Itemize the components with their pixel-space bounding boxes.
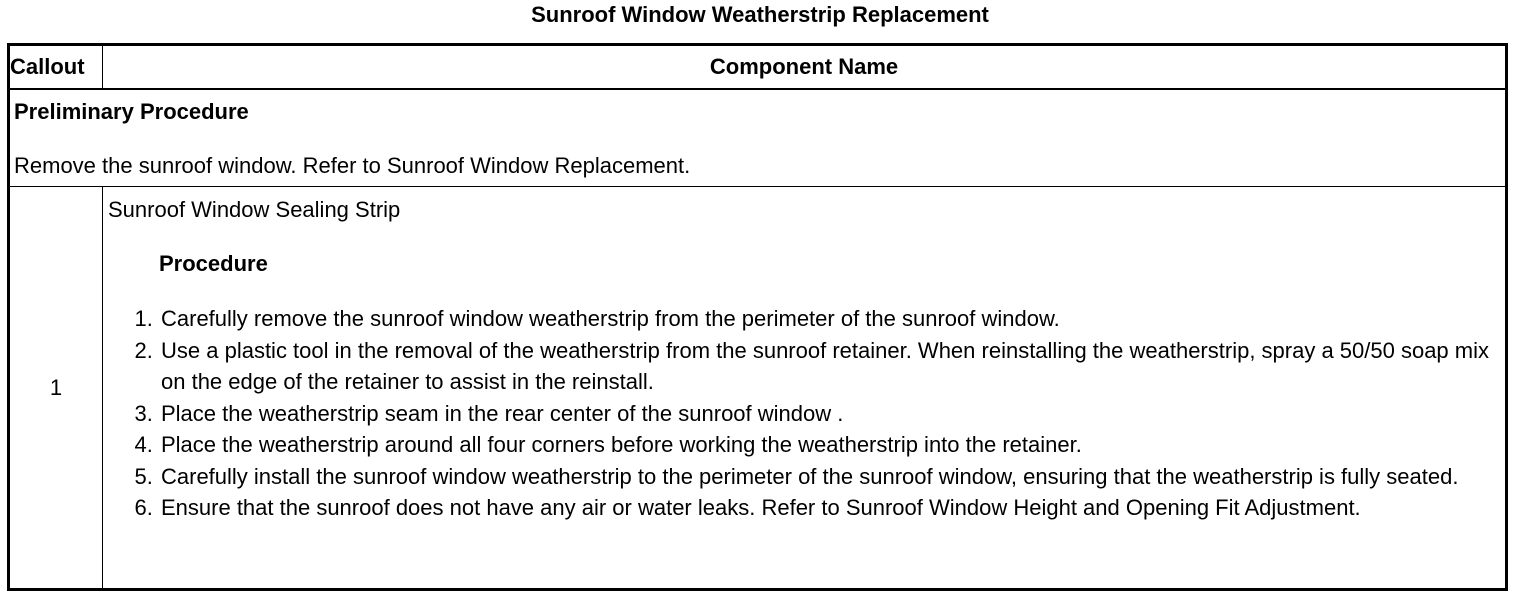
component-name: Sunroof Window Sealing Strip (108, 197, 401, 222)
preliminary-row (9, 89, 1507, 187)
procedure-heading: Procedure (159, 251, 268, 276)
table-row (9, 187, 1507, 590)
procedure-step: 2. Use a plastic tool in the removal of the weatherstrip from the sunroof retainer. When reinstalling the weatherstrip, spray a 50/50 soap mix on the edge of the retainer to assist in the reinstall. (159, 335, 1497, 398)
preliminary-heading: Preliminary Procedure (14, 99, 249, 124)
procedure-step: 6. Ensure that the sunroof does not have any air or water leaks. Refer to Sunroof Window Height and Opening Fit Adjustment. (159, 492, 1497, 524)
procedure-step: 4. Place the weatherstrip around all four corners before working the weatherstrip into the retainer. (159, 429, 1497, 461)
preliminary-text: Remove the sunroof window. Refer to Sunroof Window Replacement. (14, 153, 691, 178)
table-header-row (9, 45, 1507, 90)
procedure-steps-list (108, 303, 1497, 524)
callout-column-header: Callout (9, 45, 103, 90)
document-title: Sunroof Window Weatherstrip Replacement (531, 2, 989, 27)
component-name-column-header: Component Name (103, 45, 1507, 90)
callout-number: 1 (9, 187, 103, 590)
procedure-step: 3. Place the weatherstrip seam in the rear center of the sunroof window . (159, 398, 1497, 430)
procedure-step: 5. Carefully install the sunroof window weatherstrip to the perimeter of the sunroof window, ensuring that the weatherstrip is fully seated. (159, 461, 1497, 493)
procedure-table (7, 43, 1508, 591)
component-detail-cell (103, 187, 1507, 590)
preliminary-cell (9, 89, 1507, 187)
procedure-step: 1. Carefully remove the sunroof window weatherstrip from the perimeter of the sunroof window. (159, 303, 1497, 335)
